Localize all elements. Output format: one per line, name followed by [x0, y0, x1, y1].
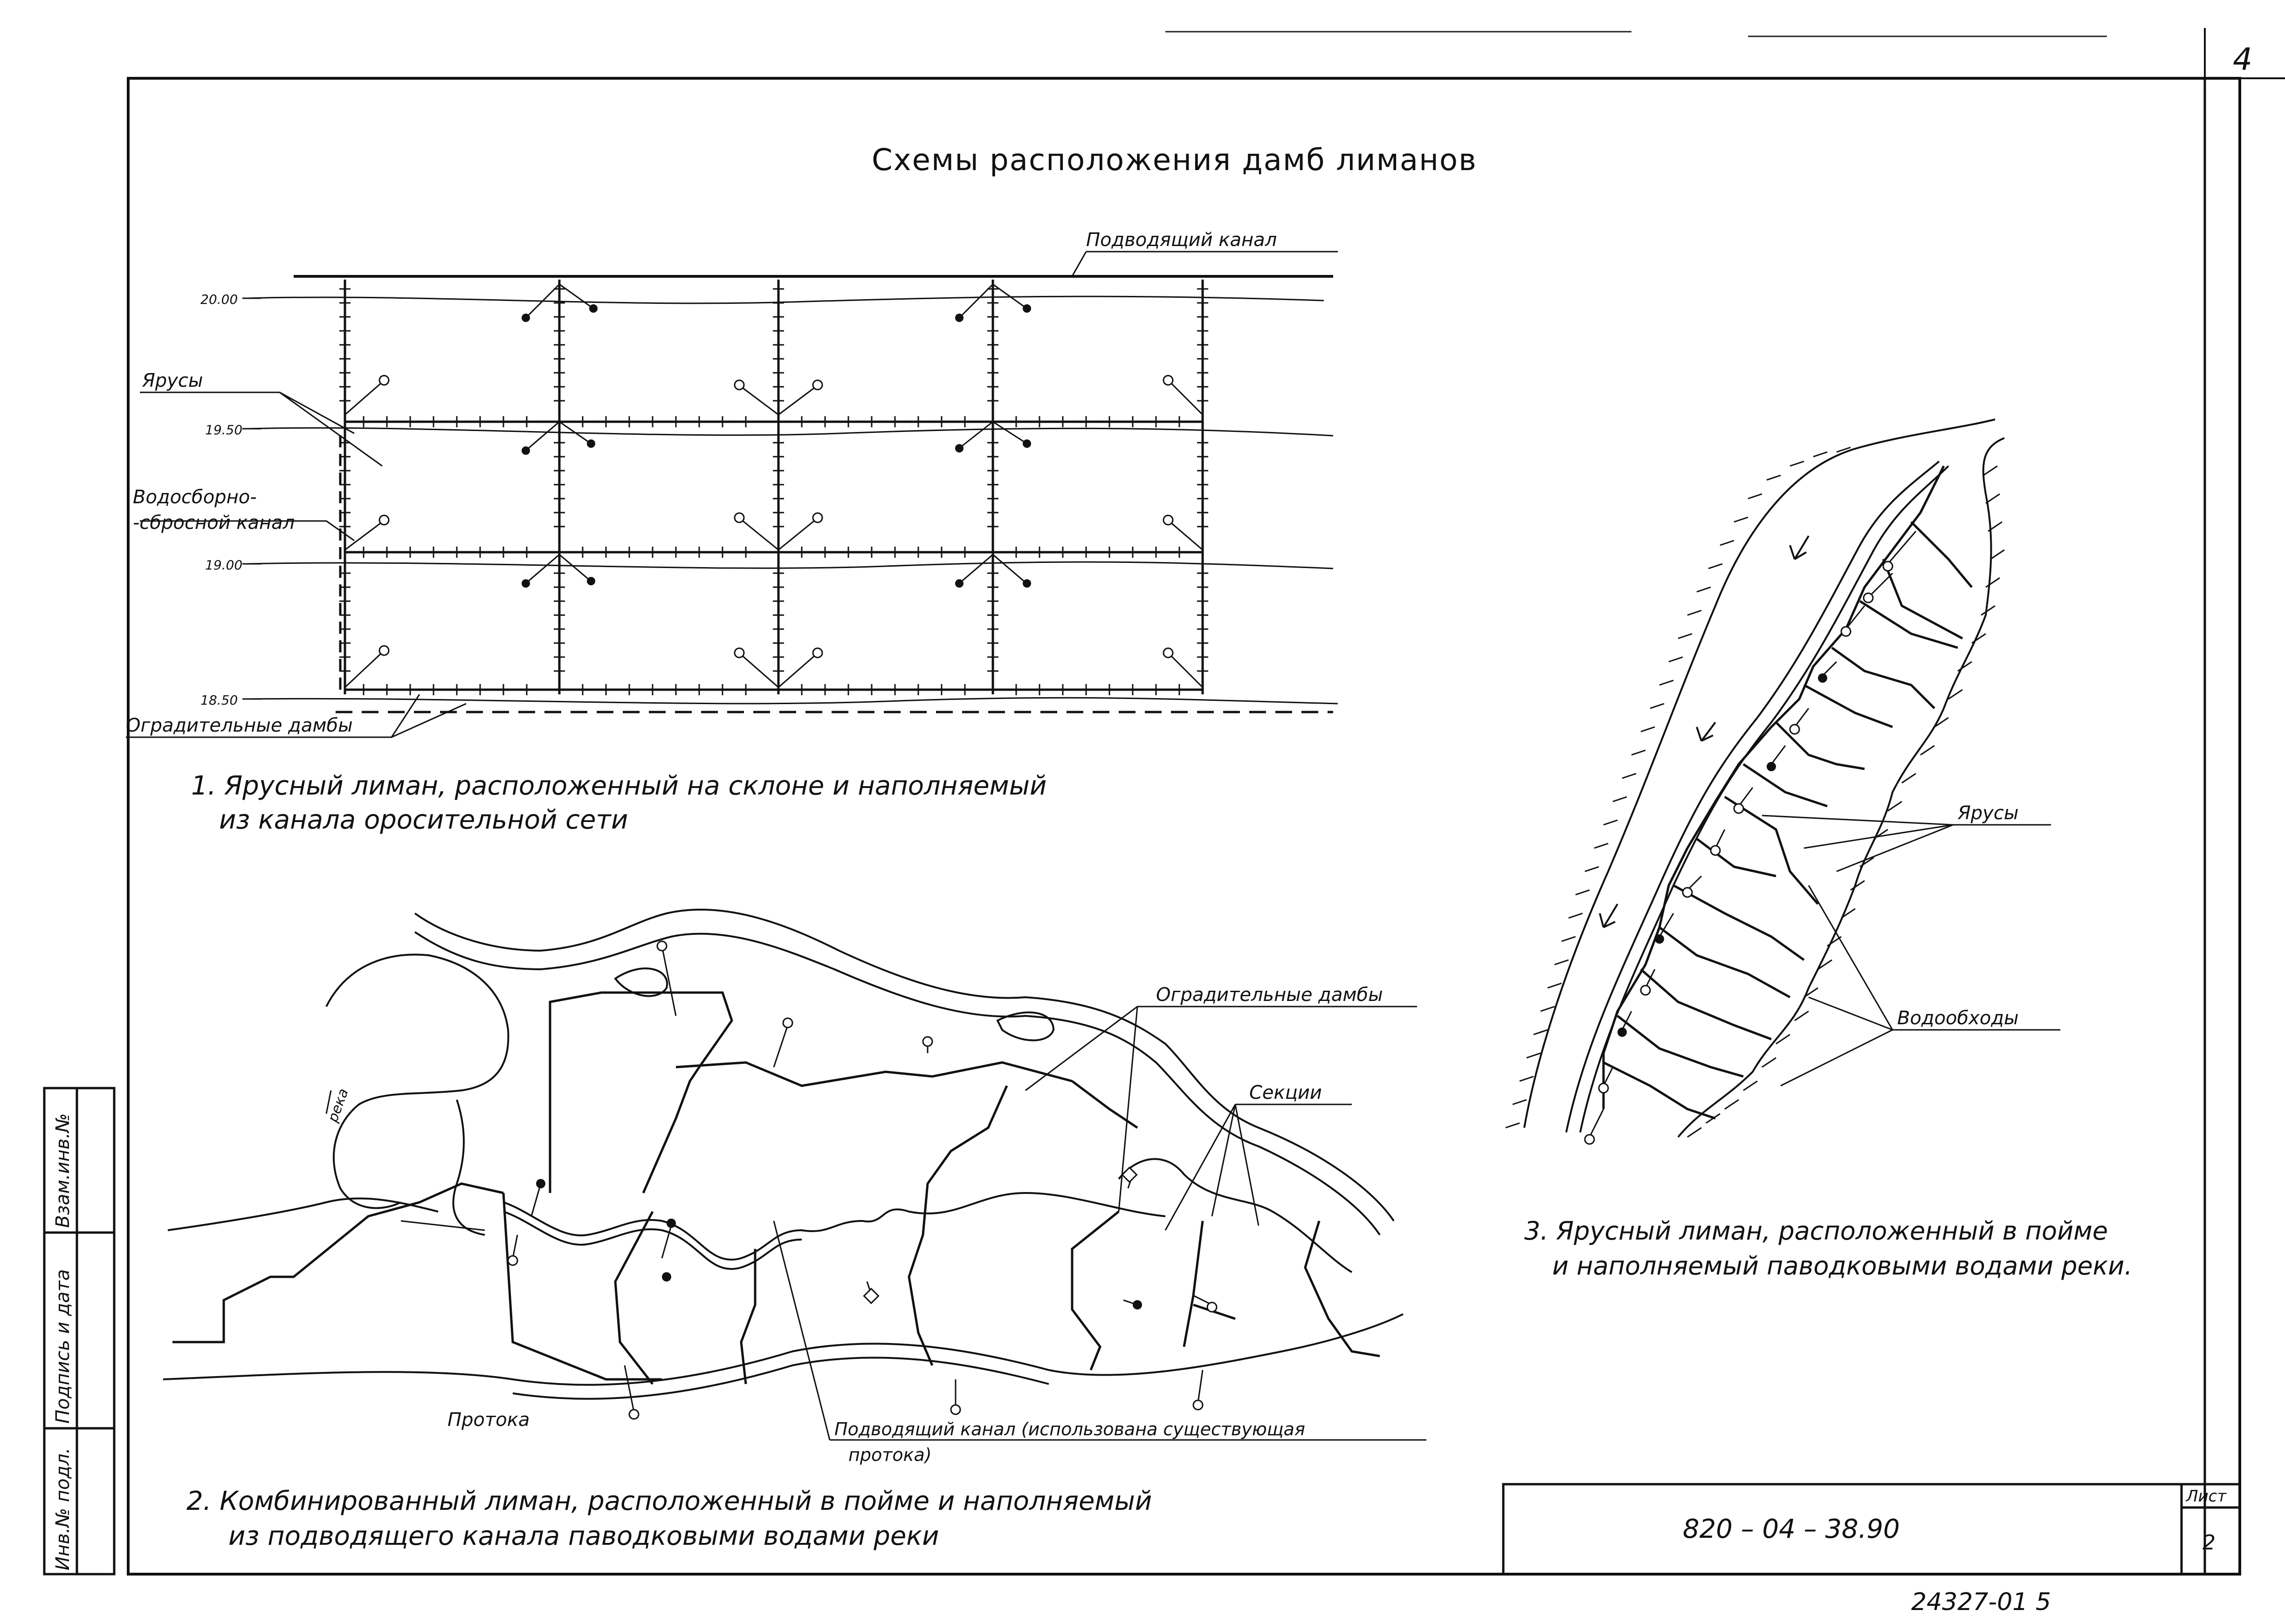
- scheme2-channel-label: Протока: [447, 1409, 530, 1431]
- scheme1-dams-label: Оградительные дамбы: [126, 715, 353, 736]
- elevation-label-1: 20.00: [200, 292, 238, 307]
- scheme3-tiers-label: Ярусы: [1958, 802, 2019, 824]
- scheme1-drain-label-1: Водосборно-: [133, 487, 257, 508]
- scheme2-sections-label: Секции: [1249, 1082, 1322, 1103]
- elevation-label-2: 19.50: [205, 422, 243, 438]
- scheme1-diagram: [126, 252, 1338, 737]
- top-marks: [1165, 32, 2107, 36]
- scheme1-tiers-label: Ярусы: [142, 370, 203, 391]
- stamp-replaced-inv: Взам.инв.№: [52, 1113, 74, 1228]
- sheet-number: 2: [2202, 1531, 2216, 1555]
- stamp-signature-date: Подпись и дата: [52, 1269, 74, 1424]
- scheme1-drain-label-2: -сбросной канал: [133, 512, 295, 534]
- sheet-label: Лист: [2186, 1487, 2227, 1506]
- scheme2-caption-line1: 2. Комбинированный лиман, расположенный в пойме и наполняемый: [186, 1486, 1152, 1516]
- scheme2-canal-label-1: Подводящий канал (использована существующая: [834, 1419, 1305, 1439]
- scheme2-river-label: река: [324, 1086, 352, 1124]
- scheme3-caption-line1: 3. Ярусный лиман, расположенный в пойме: [1524, 1216, 2108, 1246]
- elevation-label-3: 19.00: [205, 557, 243, 573]
- archive-number: 24327-01 5: [1911, 1588, 2051, 1616]
- page-number: 4: [2233, 41, 2252, 77]
- sheet-frame: [128, 28, 2285, 1574]
- scheme3-caption-line2: и наполняемый паводковыми водами реки.: [1552, 1251, 2133, 1281]
- scheme2-caption-line2: из подводящего канала паводковыми водами реки: [228, 1521, 939, 1551]
- scheme1-caption-line1: 1. Ярусный лиман, расположенный на склоне и наполняемый: [191, 771, 1047, 801]
- drawing-designation: 820 – 04 – 38.90: [1683, 1514, 1900, 1544]
- scheme2-canal-label-2: протока): [848, 1445, 932, 1465]
- scheme3-spillways-label: Водообходы: [1897, 1007, 2019, 1029]
- scheme2-dams-label: Оградительные дамбы: [1156, 984, 1383, 1006]
- scheme1-caption-line2: из канала оросительной сети: [219, 805, 628, 835]
- scheme3-diagram: [1506, 419, 2060, 1144]
- scheme1-canal-label: Подводящий канал: [1086, 229, 1277, 251]
- elevation-label-4: 18.50: [200, 692, 238, 708]
- stamp-inv-original: Инв.№ подл.: [52, 1447, 74, 1570]
- page-title: Схемы расположения дамб лиманов: [872, 143, 1477, 178]
